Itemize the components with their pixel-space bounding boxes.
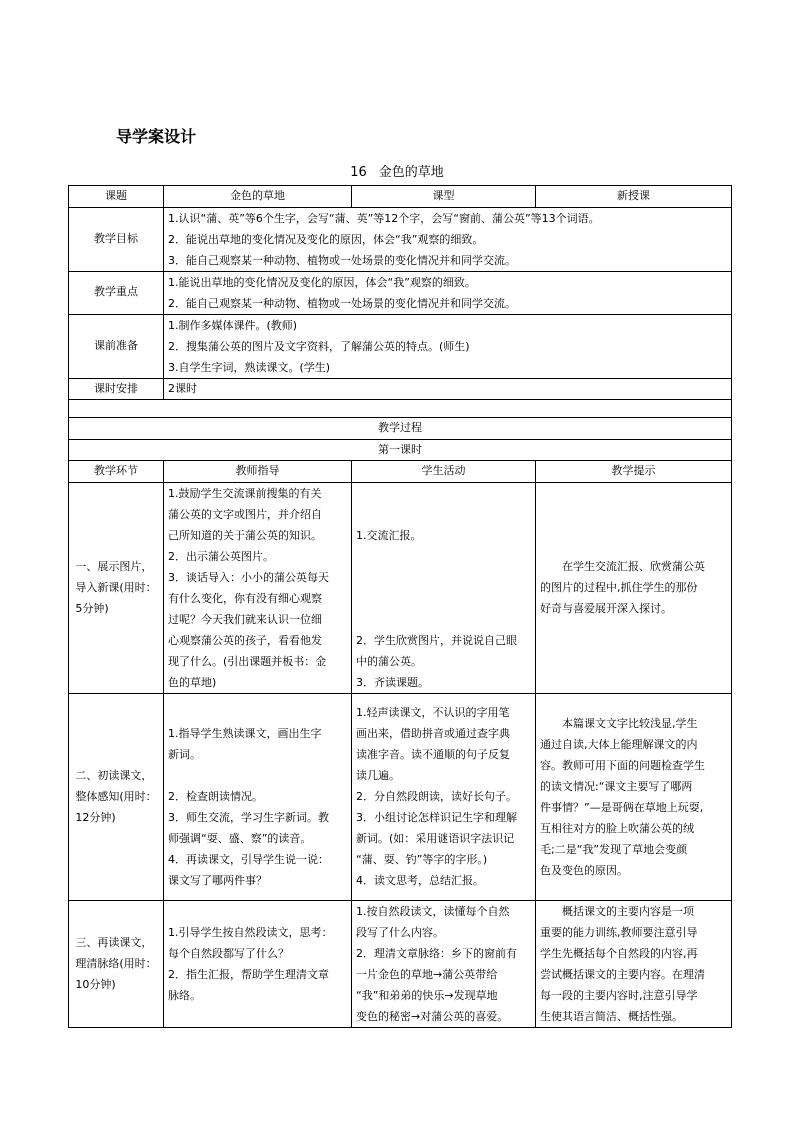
cell-line: 师强调“耍、盛、察”的读音。 — [168, 832, 312, 845]
period-title: 第一课时 — [69, 439, 732, 461]
cell-line: 中的蒲公英。 — [356, 654, 422, 668]
focus-list — [164, 271, 732, 314]
cell-line: 件事情？”—是哥俩在草地上玩耍, — [540, 800, 704, 814]
cell-line: 变色的秘密→对蒲公英的喜爱。 — [356, 1009, 509, 1023]
topic-row — [69, 186, 732, 208]
cell-line: 好奇与喜爱展开深入探讨。 — [540, 602, 672, 615]
cell-line: 过呢？今天我们就来认识一位细 — [168, 612, 322, 626]
goals-label: 教学目标 — [69, 207, 164, 271]
cell-line: 读几遍。 — [356, 769, 400, 782]
focus-item: 2．能自己观察某一种动物、植物或一处场景的变化情况并和同学交流。 — [168, 296, 516, 310]
lesson-name: 金色的草地 — [378, 165, 444, 180]
cell-line: 2．检查朗读情况。 — [168, 790, 263, 803]
student-cell — [352, 693, 536, 900]
cell-line: 概括课文的主要内容是一项 — [562, 904, 694, 918]
student-cell — [352, 482, 536, 693]
cell-line: 一、展示图片， — [75, 560, 153, 573]
cell-line: 12分钟) — [75, 811, 116, 824]
period-title-row — [69, 439, 732, 461]
cell-line: 现了什么。(引出课题并板书：金 — [168, 654, 327, 668]
focus-label: 教学重点 — [69, 271, 164, 314]
cell-line — [356, 504, 531, 525]
prep-item: 1.制作多媒体课件。(教师) — [168, 318, 298, 332]
goal-item: 1.认识“蒲、英”等6个生字，会写“蒲、英”等12个字，会写“窗前、蒲公英”等13个词语。 — [168, 211, 600, 225]
cell-line: 己所知道的关于蒲公英的知识。 — [168, 528, 322, 542]
stage-cell — [69, 693, 164, 900]
cell-line: 导入新课(用时： — [75, 581, 157, 594]
stage-cell — [69, 482, 164, 693]
cell-line: 本篇课文文字比较浅显,学生 — [562, 716, 698, 730]
cell-line: 一片金色的草地→蒲公英带给 — [356, 967, 498, 981]
cell-line: 10分钟) — [75, 978, 116, 991]
cell-line: 的图片的过程中,抓住学生的那份 — [540, 581, 698, 594]
cell-line: 4．再读课文，引导学生说一说： — [168, 853, 329, 866]
cell-line: 理清脉络(用时： — [75, 957, 157, 970]
column-header-tips: 教学提示 — [536, 461, 732, 483]
lesson-plan-table — [68, 185, 732, 1028]
cell-line — [356, 567, 531, 588]
cell-line: 2．分自然段朗读，读好长句子。 — [356, 790, 517, 803]
student-cell — [352, 900, 536, 1027]
cell-line: 3．齐读课题。 — [356, 675, 429, 689]
cell-line: 通过自读,大体上能理解课文的内 — [540, 737, 698, 751]
cell-line: 2．学生欣赏图片，并说说自己眼 — [356, 633, 517, 647]
goal-item: 2．能说出草地的变化情况及变化的原因，体会“我”观察的细致。 — [168, 232, 484, 246]
topic-label: 课题 — [69, 186, 164, 208]
cell-line: 2．出示蒲公英图片。 — [168, 549, 274, 563]
cell-line: 心观察蒲公英的孩子，看看他发 — [168, 633, 322, 647]
blank-cell — [69, 400, 732, 418]
cell-line: 1.指导学生熟读课文，画出生字 — [168, 727, 322, 740]
cell-line — [356, 588, 531, 609]
cell-line: 学生先概括每个自然段的内容,再 — [540, 946, 698, 960]
cell-line: “我”和弟弟的快乐→发现草地 — [356, 988, 498, 1002]
goal-item: 3．能自己观察某一种动物、植物或一处场景的变化情况并和同学交流。 — [168, 253, 516, 267]
teacher-cell — [164, 693, 352, 900]
section-row — [69, 693, 732, 900]
cell-line: 新词。 — [168, 748, 201, 761]
cell-line: 3．小组讨论怎样识记生字和理解 — [356, 811, 517, 824]
cell-line: 4．读文思考，总结汇报。 — [356, 874, 484, 887]
cell-line: 3．师生交流，学习生字新词。教 — [168, 811, 329, 824]
cell-line: 新词。(如：采用谜语识字法识记 — [356, 832, 515, 845]
cell-line: 有什么变化，你有没有细心观察 — [168, 591, 322, 605]
cell-line: 画出来，借助拼音或通过查字典 — [356, 727, 510, 740]
column-header-teacher: 教师指导 — [164, 461, 352, 483]
goals-list — [164, 207, 732, 271]
cell-line — [356, 483, 531, 504]
process-title: 教学过程 — [69, 418, 732, 440]
cell-line: 尝试概括课文的主要内容。在理清 — [540, 967, 705, 981]
prep-label: 课前准备 — [69, 314, 164, 378]
blank-row — [69, 400, 732, 418]
section-row — [69, 900, 732, 1027]
cell-line: 容。教师可用下面的问题检查学生 — [540, 758, 705, 772]
cell-line: 1.鼓励学生交流课前搜集的有关 — [168, 486, 322, 500]
cell-line: 每个自然段都写了什么？ — [168, 946, 289, 960]
cell-line: 的读文情况:“课文主要写了哪两 — [540, 779, 693, 793]
cell-line: 色及变色的原因。 — [540, 863, 628, 877]
cell-line: 2．指生汇报，帮助学生理清文章 — [168, 967, 329, 981]
cell-line: 色的草地) — [168, 675, 217, 689]
topic-value: 金色的草地 — [164, 186, 352, 208]
section-row — [69, 482, 732, 693]
cell-line: 毛;二是“我”发现了草地会变颜 — [540, 842, 688, 856]
cell-line: 蒲公英的文字或图片，并介绍自 — [168, 507, 322, 521]
cell-line — [356, 546, 531, 567]
cell-line: 1.轻声读课文，不认识的字用笔 — [356, 706, 510, 719]
tips-cell — [536, 482, 732, 693]
cell-line: 互相往对方的脸上吹蒲公英的绒 — [540, 821, 694, 835]
cell-line: 3．谈话导入：小小的蒲公英每天 — [168, 570, 329, 584]
column-header-row — [69, 461, 732, 483]
cell-line: 整体感知(用时： — [75, 790, 157, 803]
cell-line: 1.引导学生按自然段读文，思考： — [168, 925, 333, 939]
cell-line: 三、再读课文， — [75, 936, 153, 949]
schedule-label: 课时安排 — [69, 378, 164, 400]
cell-line — [168, 765, 347, 786]
focus-item: 1.能说出草地的变化情况及变化的原因，体会“我”观察的细致。 — [168, 275, 476, 289]
lesson-number: 16 — [350, 165, 367, 180]
teacher-cell — [164, 900, 352, 1027]
cell-line: 2．理清文章脉络：乡下的窗前有 — [356, 946, 517, 960]
tips-cell — [536, 693, 732, 900]
teacher-cell — [164, 482, 352, 693]
prep-row — [69, 314, 732, 378]
stage-cell — [69, 900, 164, 1027]
prep-item: 2．搜集蒲公英的图片及文字资料，了解蒲公英的特点。(师生) — [168, 339, 470, 353]
type-label: 课型 — [352, 186, 536, 208]
type-value: 新授课 — [536, 186, 732, 208]
tips-cell — [536, 900, 732, 1027]
column-header-stage: 教学环节 — [69, 461, 164, 483]
cell-line: 1.交流汇报。 — [356, 528, 422, 542]
schedule-value: 2课时 — [164, 378, 732, 400]
schedule-row — [69, 378, 732, 400]
cell-line: 在学生交流汇报、欣赏蒲公英 — [562, 560, 705, 573]
cell-line: 段写了什么内容。 — [356, 925, 444, 939]
column-header-student: 学生活动 — [352, 461, 536, 483]
cell-line: 课文写了哪两件事？ — [168, 874, 267, 887]
cell-line: 重要的能力训练,教师要注意引导 — [540, 925, 698, 939]
cell-line: 生使其语言简洁、概括性强。 — [540, 1009, 683, 1023]
document-title: 导学案设计 — [116, 127, 197, 146]
cell-line: 每一段的主要内容时,注意引导学 — [540, 988, 698, 1002]
cell-line — [168, 702, 347, 723]
cell-line — [356, 609, 531, 630]
cell-line: 5分钟) — [75, 602, 109, 615]
focus-row — [69, 271, 732, 314]
cell-line: “蒲、耍、钓”等字的字形。) — [356, 853, 488, 866]
cell-line: 二、初读课文， — [75, 769, 153, 782]
goals-row — [69, 207, 732, 271]
process-title-row — [69, 418, 732, 440]
lesson-title — [0, 161, 794, 180]
prep-item: 3.自学生字词，熟读课文。(学生) — [168, 360, 331, 374]
cell-line: 脉络。 — [168, 988, 201, 1002]
prep-list — [164, 314, 732, 378]
cell-line: 读准字音。读不通顺的句子反复 — [356, 748, 510, 761]
cell-line: 1.按自然段读文，读懂每个自然 — [356, 904, 510, 918]
